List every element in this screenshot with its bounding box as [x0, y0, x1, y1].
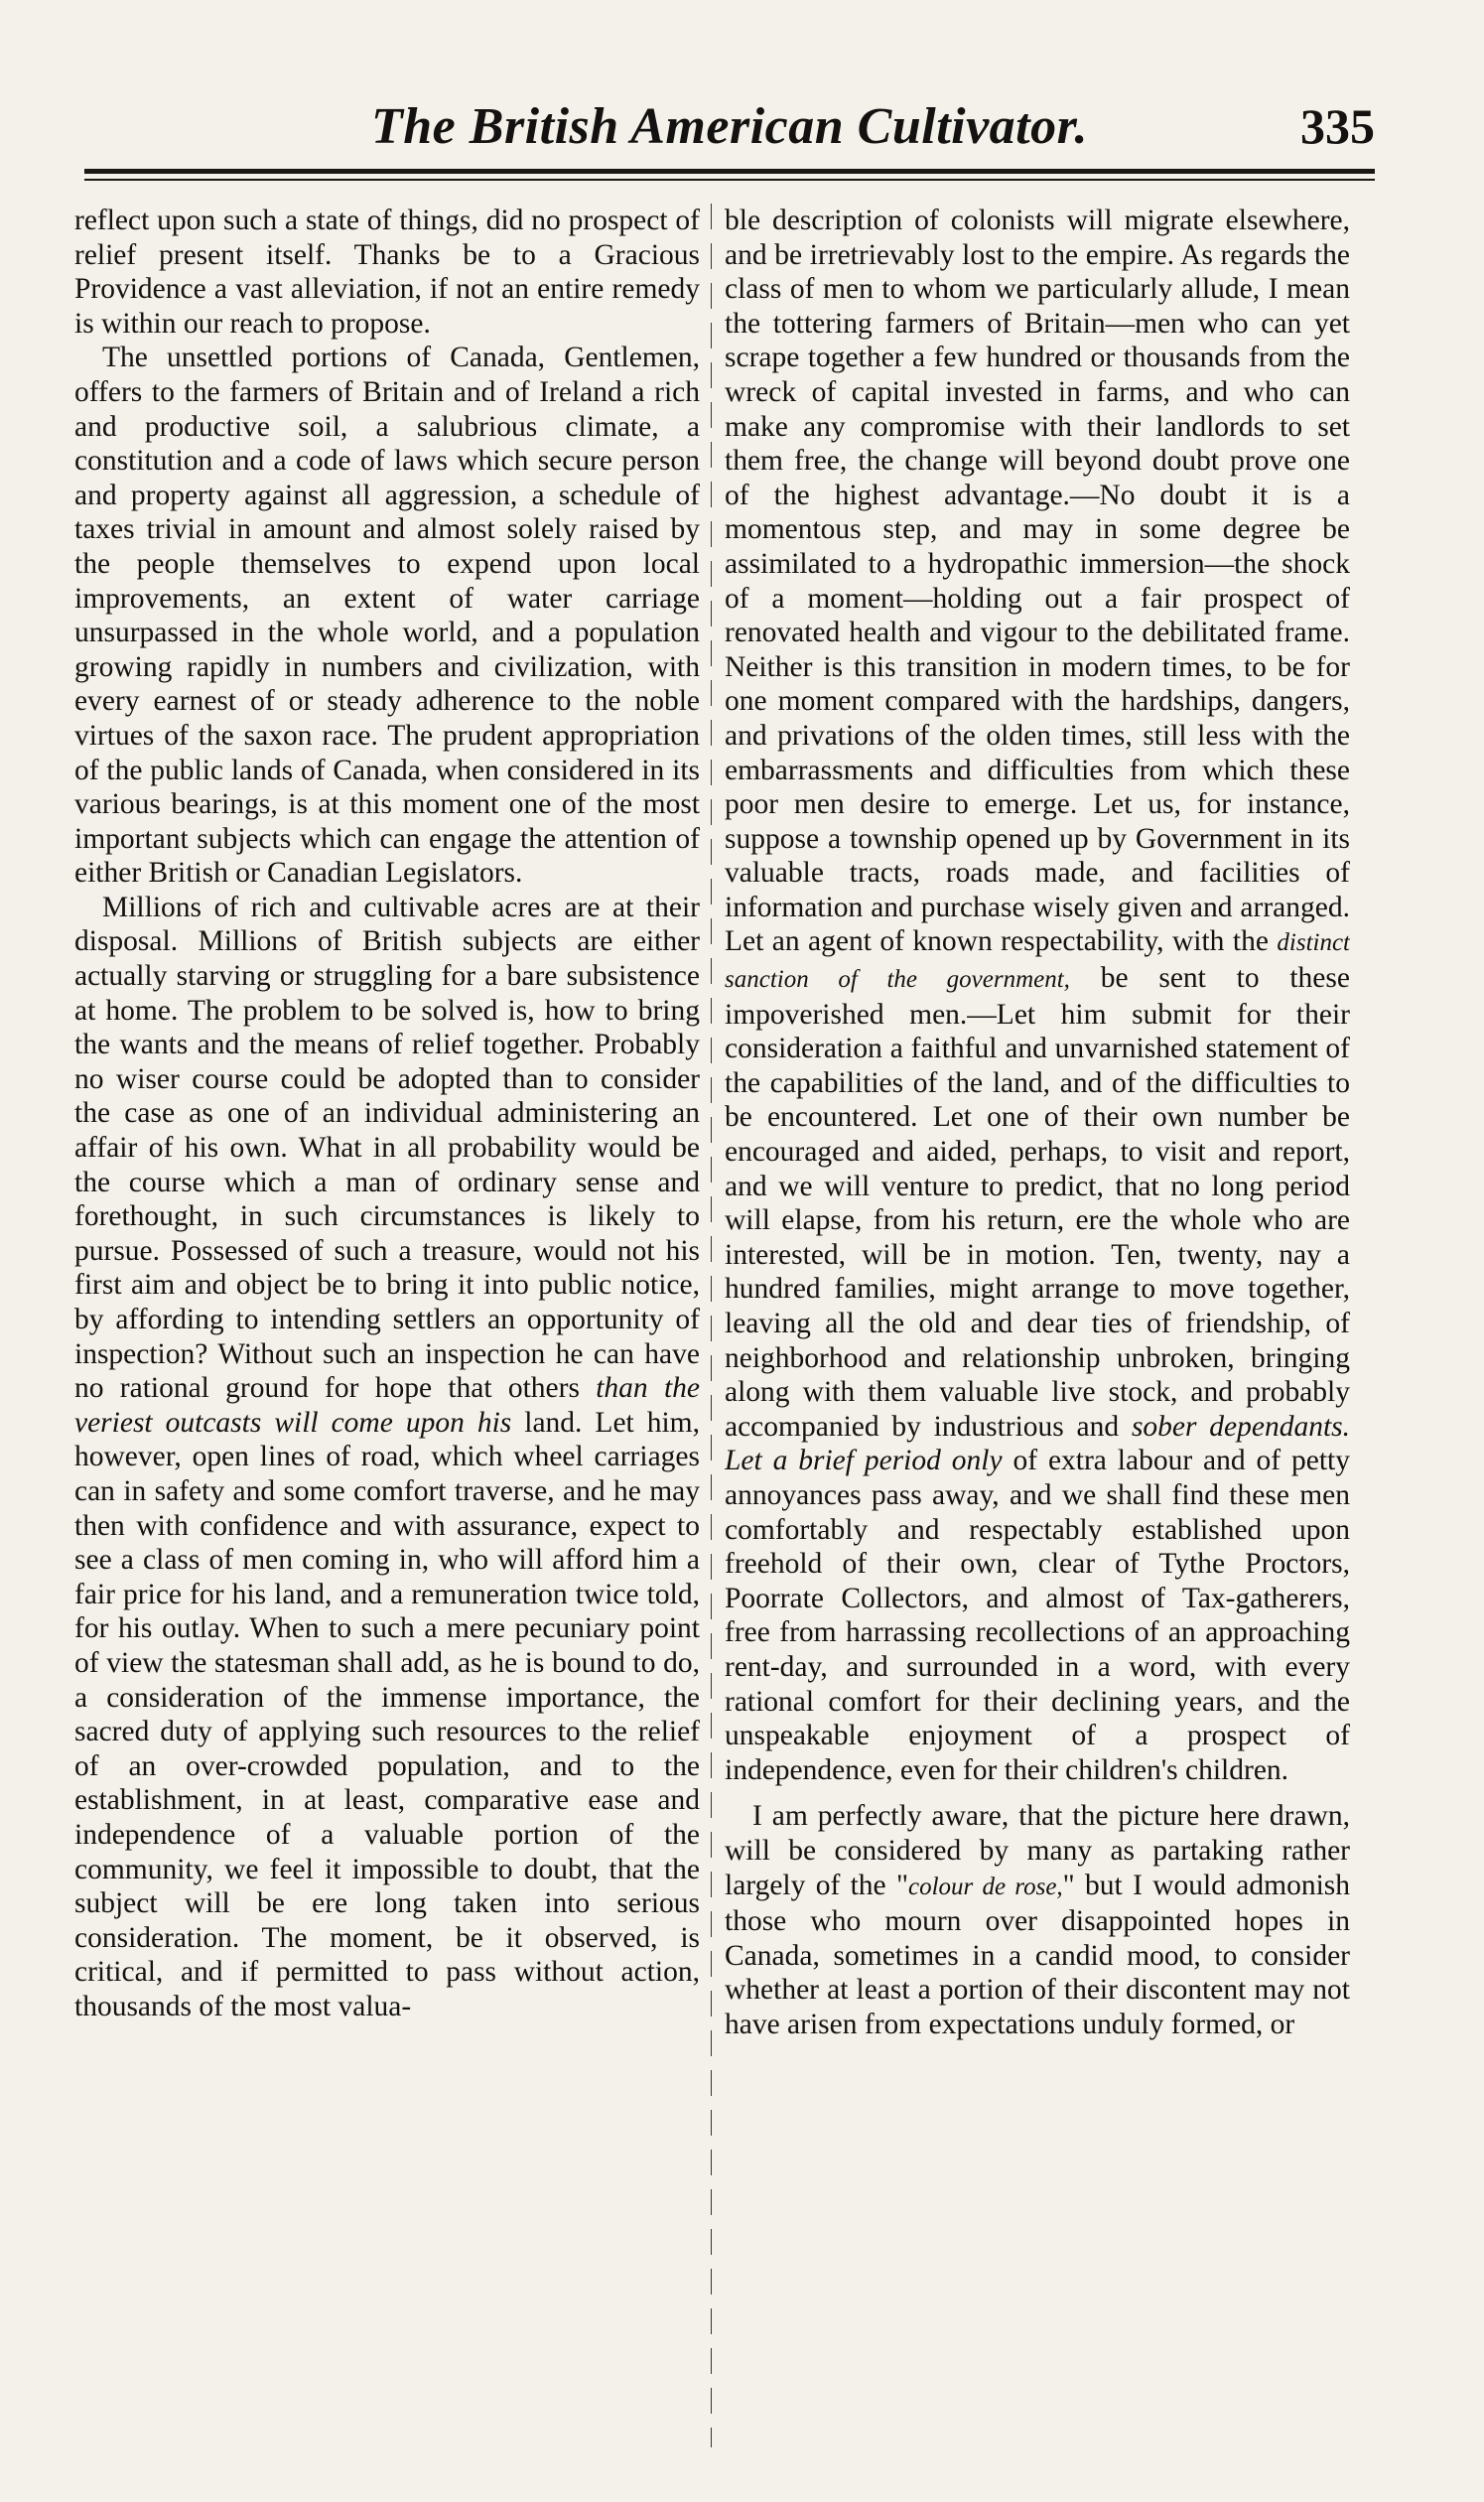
left-paragraph-3-text-b: land. Let him, however, open lines of road, which wheel carriages can in safety and some comfort traverse, and he may then with confidence and with assurance, expect to see a class of men coming in, who will afford him a fair price for his land, and a remuneration twice told, for his outlay. When to such a mere pecuniary point of view the statesman shall add, as he is bound to do, a consideration of the immense importance, the sacred duty of applying such resources to the relief of an over-crowded population, and to the establishment, in at least, comparative ease and independence of a valuable portion of the community, we feel it impossible to doubt, that the subject will be ere long taken into serious consideration. The moment, be it observed, is critical, and if permitted to pass without action, thousands of the most valua-: [74, 1406, 700, 2022]
right-paragraph-2-italic: colour de rose,: [908, 1873, 1063, 1900]
right-paragraph-1-italic-dependants: sober dependants. Let a brief period only: [725, 1410, 1350, 1477]
right-paragraph-2-text-a: I am perfectly aware, that the picture here drawn, will be considered by many as partaking rather largely of the ": [725, 1800, 1350, 1901]
right-paragraph-1-italic-sanction: distinct sanction of the government,: [725, 929, 1350, 994]
right-paragraph-1: [725, 204, 1350, 1787]
right-paragraph-1-text-c: of extra labour and of petty annoyances pass away, and we shall find these men comfortably and respectably established upon freehold of their own, clear of Tythe Proctors, Poorrate Collectors, and almost of Tax-gatherers, free from harrassing recollections of an approaching rent-day, and surrounded in a word, with every rational comfort for their declining years, and the unspeakable enjoyment of a prospect of independence, even for their children's children.: [725, 1445, 1350, 1786]
left-column: [74, 204, 700, 2467]
left-paragraph-2: The unsettled portions of Canada, Gentlemen, offers to the farmers of Britain and of Ireland a rich and productive soil, a salubrious climate, a constitution and a code of laws which secure person and property against all aggression, a schedule of taxes trivial in amount and almost solely raised by the people themselves to expend upon local improvements, an extent of water carriage unsurpassed in the whole world, and a population growing rapidly in numbers and civilization, with every earnest of or steady adherence to the noble virtues of the saxon race. The prudent appropriation of the public lands of Canada, when considered in its various bearings, is at this moment one of the most important subjects which can engage the attention of either British or Canadian Legislators.: [74, 342, 700, 890]
header-rule-thin: [84, 179, 1375, 181]
left-paragraph-3-text-a: Millions of rich and cultivable acres are at their disposal. Millions of British subjects are either actually starving or struggling for a bare subsistence at home. The problem to be solved is, how to bring the wants and the means of relief together. Probably no wiser course could be adopted than to consider the case as one of an individual administering an affair of his own. What in all probability would be the course which a man of ordinary sense and forethought, in such circumstances is likely to pursue. Possessed of such a treasure, would not his first aim and object be to bring it into public notice, by affording to intending settlers an opportunity of inspection? Without such an inspection he can have no rational ground for hope that others: [74, 891, 700, 1405]
right-column: [725, 204, 1350, 2467]
right-paragraph-2: [725, 1799, 1350, 2041]
right-paragraph-2-text-b: " but I would admonish those who mourn over disappointed hopes in Canada, sometimes in a candid mood, to consider whether at least a portion of their discontent may not have arisen from expectations unduly formed, or: [725, 1869, 1350, 2040]
left-paragraph-3-italic: than the veriest outcasts will come upon his: [74, 1372, 700, 1439]
running-header: [84, 89, 1375, 159]
page-number: 335: [1300, 98, 1375, 154]
header-rule-thick: [84, 169, 1375, 174]
left-paragraph-1: reflect upon such a state of things, did no prospect of relief present itself. Thanks be to a Gracious Providence a vast alleviation, if not an entire remedy is within our reach to propose.: [74, 205, 700, 340]
column-divider: [711, 204, 712, 2447]
journal-title: The British American Cultivator.: [371, 98, 1088, 155]
right-paragraph-1-text-b: be sent to these impoverished men.—Let him submit for their consideration a faithful and unvarnished statement of the capabilities of the land, and of the difficulties to be encountered. Let one of their own number be encouraged and aided, perhaps, to visit and report, and we will venture to predict, that no long period will elapse, from his return, ere the whole who are interested, will be in motion. Ten, twenty, nay a hundred families, might arrange to move together, leaving all the old and dear ties of friendship, of neighborhood and relationship unbroken, bringing along with them valuable live stock, and probably accompanied by industrious and: [725, 962, 1350, 1443]
right-paragraph-1-text-a: ble description of colonists will migrate elsewhere, and be irretrievably lost to the empire. As regards the class of men to whom we particularly allude, I mean the tottering farmers of Britain—men who can yet scrape together a few hundred or thousands from the wreck of capital invested in farms, and who can make any compromise with their landlords to set them free, the change will beyond doubt prove one of the highest advantage.—No doubt it is a momentous step, and may in some degree be assimilated to a hydropathic immersion—the shock of a moment—holding out a fair prospect of renovated health and vigour to the debilitated frame. Neither is this transition in modern times, to be for one moment compared with the hardships, dangers, and privations of the olden times, still less with the embarrassments and difficulties from which these poor men desire to emerge. Let us, for instance, suppose a township opened up by Government in its valuable tracts, roads made, and facilities of information and purchase wisely given and arranged. Let an agent of known respectability, with the: [725, 205, 1350, 958]
left-paragraph-3: [74, 891, 700, 2024]
